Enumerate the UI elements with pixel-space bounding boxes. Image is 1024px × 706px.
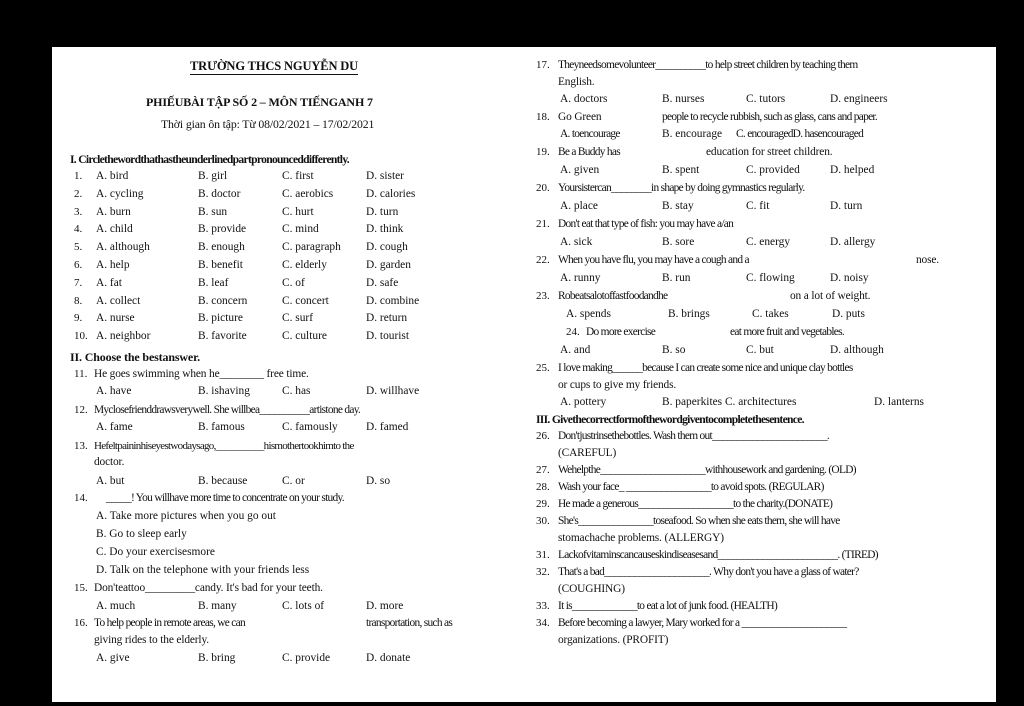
q17-option-a[interactable]: A. doctors (560, 93, 608, 105)
q12-option-c[interactable]: C. famously (282, 421, 338, 433)
q15-number: 15. (74, 582, 88, 594)
q4-option-a[interactable]: A. child (96, 223, 133, 236)
q17-text: Theyneedsomevolunteer__________to help street children by teaching them (558, 59, 858, 71)
q5-option-b[interactable]: B. enough (198, 241, 245, 254)
section3-title: III. Givethecorrectformofthewordgiventocompletethesentence. (536, 413, 804, 426)
q22-option-c[interactable]: C. flowing (746, 272, 795, 284)
q7-option-b[interactable]: B. leaf (198, 276, 229, 289)
q3-option-d[interactable]: D. turn (366, 205, 399, 218)
q7-option-c[interactable]: C. of (282, 276, 305, 289)
q4-option-c[interactable]: C. mind (282, 223, 319, 236)
q18-option-a[interactable]: A. toencourage (560, 128, 620, 140)
q4-option-d[interactable]: D. think (366, 223, 404, 236)
q11-option-a[interactable]: A. have (96, 385, 132, 397)
q27-text[interactable]: Wehelpthe_____________________withhousework and gardening. (OLD) (558, 464, 856, 476)
q19-option-b[interactable]: B. spent (662, 164, 700, 176)
q21-option-a[interactable]: A. sick (560, 236, 593, 248)
q15-option-a[interactable]: A. much (96, 600, 136, 612)
q22-text-end: nose. (916, 254, 939, 266)
q24-text: Do more exercise (586, 326, 656, 338)
q23-option-c[interactable]: C. takes (752, 308, 789, 320)
q5-option-d[interactable]: D. cough (366, 241, 408, 254)
q31-number: 31. (536, 549, 550, 561)
q16-text: To help people in remote areas, we can (94, 617, 245, 629)
q20-option-c[interactable]: C. fit (746, 200, 770, 212)
q2-option-c[interactable]: C. aerobics (282, 187, 334, 200)
q28-number: 28. (536, 481, 550, 493)
q11-option-b[interactable]: B. ishaving (198, 385, 250, 397)
q32-text-line2: (COUGHING) (558, 583, 625, 595)
q8-option-d[interactable]: D. combine (366, 294, 420, 307)
q14-option-b[interactable]: B. Go to sleep early (96, 528, 187, 540)
worksheet-title: PHIẾUBÀI TẬP SỐ 2 – MÔN TIẾNGANH 7 (146, 95, 373, 109)
q3-option-b[interactable]: B. sun (198, 205, 228, 218)
q34-text-line2: organizations. (PROFIT) (558, 634, 669, 646)
school-name: TRƯỜNG THCS NGUYỄN DU (190, 59, 359, 73)
q21-option-b[interactable]: B. sore (662, 236, 695, 248)
q22-option-d[interactable]: D. noisy (830, 272, 869, 284)
review-period: Thời gian ôn tập: Từ 08/02/2021 – 17/02/2021 (161, 117, 375, 131)
worksheet-page (52, 47, 996, 702)
q23-text-end: on a lot of weight. (790, 290, 871, 302)
q13-number: 13. (74, 440, 88, 452)
q6-option-c[interactable]: C. elderly (282, 259, 327, 271)
q23-number: 23. (536, 290, 550, 302)
q5-option-a[interactable]: A. although (96, 241, 150, 254)
q32-number: 32. (536, 566, 550, 578)
q13-option-c[interactable]: C. or (282, 475, 305, 487)
q11-option-c[interactable]: C. has (282, 385, 311, 397)
q34-number: 34. (536, 617, 550, 629)
q15-option-d[interactable]: D. more (366, 600, 404, 612)
q10-option-d[interactable]: D. tourist (366, 330, 410, 343)
q15-option-b[interactable]: B. many (198, 600, 237, 612)
q16-option-c[interactable]: C. provide (282, 652, 331, 664)
q22-text: When you have flu, you may have a cough and a (558, 254, 749, 266)
q30-text[interactable]: She's_______________toseafood. So when she eats them, she will have (558, 515, 840, 527)
q23-option-a[interactable]: A. spends (566, 308, 611, 320)
q22-number: 22. (536, 254, 550, 266)
q24-option-c[interactable]: C. but (746, 344, 774, 356)
q20-number: 20. (536, 182, 550, 194)
q17-option-d[interactable]: D. engineers (830, 93, 888, 105)
q12-option-a[interactable]: A. fame (96, 421, 133, 433)
q9-number: 9. (74, 312, 83, 325)
q25-option-a[interactable]: A. pottery (560, 396, 607, 408)
q9-option-c[interactable]: C. surf (282, 312, 314, 325)
q19-option-c[interactable]: C. provided (746, 164, 800, 176)
section2-title: II. Choose the bestanswer. (70, 350, 200, 364)
q19-option-d[interactable]: D. helped (830, 164, 875, 176)
q3-option-c[interactable]: C. hurt (282, 205, 314, 218)
q21-option-d[interactable]: D. allergy (830, 236, 876, 248)
q22-option-a[interactable]: A. runny (560, 272, 601, 284)
q7-option-a[interactable]: A. fat (96, 276, 122, 289)
q29-number: 29. (536, 498, 550, 510)
q16-number: 16. (74, 617, 88, 629)
q13-text-line2: doctor. (94, 456, 125, 468)
q2-option-d[interactable]: D. calories (366, 187, 416, 200)
q8-option-c[interactable]: C. concert (282, 294, 329, 307)
q16-option-a[interactable]: A. give (96, 652, 130, 664)
q8-option-a[interactable]: A. collect (96, 294, 141, 307)
q25-text: I love making______because I can create some nice and unique clay bottles (558, 362, 853, 374)
q26-text-line2: (CAREFUL) (558, 447, 617, 459)
q17-option-b[interactable]: B. nurses (662, 93, 705, 105)
q8-option-b[interactable]: B. concern (198, 294, 248, 307)
q10-number: 10. (74, 330, 88, 343)
q15-option-c[interactable]: C. lots of (282, 600, 325, 612)
q3-option-a[interactable]: A. burn (96, 205, 131, 218)
q13-option-d[interactable]: D. so (366, 475, 391, 487)
q18-number: 18. (536, 111, 550, 123)
q14-number: 14. (74, 492, 88, 504)
q20-option-b[interactable]: B. stay (662, 200, 694, 212)
q31-text[interactable]: Lackofvitaminscancauseskindiseasesand________________________. (TIRED) (558, 549, 878, 561)
q1-option-b[interactable]: B. girl (198, 170, 228, 182)
q10-option-a[interactable]: A. neighbor (96, 330, 151, 343)
q21-number: 21. (536, 218, 550, 230)
q25-option-d[interactable]: D. lanterns (874, 396, 924, 408)
q17-text-line2: English. (558, 76, 595, 88)
q28-text[interactable]: Wash your face_ _________________to avoid spots. (REGULAR) (558, 481, 824, 493)
q14-option-c[interactable]: C. Do your exercisesmore (96, 546, 215, 558)
q20-option-a[interactable]: A. place (560, 200, 598, 212)
q5-option-c[interactable]: C. paragraph (282, 241, 341, 254)
q13-text: Hefeltpaininhiseyestwodaysago,__________hismothertookhimto the (94, 440, 354, 452)
q7-option-d[interactable]: D. safe (366, 276, 399, 289)
q19-option-a[interactable]: A. given (560, 164, 600, 176)
q5-number: 5. (74, 241, 83, 254)
q1-option-a[interactable]: A. bird (96, 170, 129, 182)
q16-option-d[interactable]: D. donate (366, 652, 411, 664)
q12-option-d[interactable]: D. famed (366, 421, 409, 433)
q13-option-a[interactable]: A. but (96, 475, 125, 487)
q33-text[interactable]: It is_____________to eat a lot of junk food. (HEALTH) (558, 600, 778, 612)
q9-option-a[interactable]: A. nurse (96, 312, 135, 325)
q13-option-b[interactable]: B. because (198, 475, 248, 487)
q6-number: 6. (74, 259, 83, 271)
q18-text-end: people to recycle rubbish, such as glass, cans and paper. (662, 111, 878, 123)
q2-number: 2. (74, 187, 83, 200)
q2-option-a[interactable]: A. cycling (96, 187, 144, 200)
q27-number: 27. (536, 464, 550, 476)
q14-option-a[interactable]: A. Take more pictures when you go out (96, 510, 276, 522)
q21-option-c[interactable]: C. energy (746, 236, 791, 248)
q18-text: Go Green (558, 111, 602, 123)
q25-text-line2: or cups to give my friends. (558, 379, 677, 391)
q30-number: 30. (536, 515, 550, 527)
q6-option-d[interactable]: D. garden (366, 259, 411, 271)
q17-number: 17. (536, 59, 550, 71)
q22-option-b[interactable]: B. run (662, 272, 691, 284)
q9-option-b[interactable]: B. picture (198, 312, 243, 325)
q8-number: 8. (74, 294, 83, 307)
q4-option-b[interactable]: B. provide (198, 223, 247, 236)
q15-text: Don'teattoo_________candy. It's bad for your teeth. (94, 582, 323, 594)
q12-text: Myclosefrienddrawsverywell. She willbea__________artistone day. (94, 404, 361, 416)
q18-option-c[interactable]: C. encouragedD. hasencouraged (736, 128, 864, 140)
section1-title: I. Circlethewordthathastheunderlinedpartpronounceddifferently. (70, 153, 349, 166)
q16-option-b[interactable]: B. bring (198, 652, 236, 664)
q12-number: 12. (74, 404, 88, 416)
q20-option-d[interactable]: D. turn (830, 200, 863, 212)
q20-text: Yoursistercan________in shape by doing gymnastics regularly. (558, 182, 805, 194)
q25-number: 25. (536, 362, 550, 374)
q14-text: _____! You willhave more time to concentrate on your study. (106, 492, 344, 504)
q16-text-line2: giving rides to the elderly. (94, 634, 209, 646)
q23-option-d[interactable]: D. puts (832, 308, 865, 320)
q33-number: 33. (536, 600, 550, 612)
q11-option-d[interactable]: D. willhave (366, 385, 420, 397)
q34-text[interactable]: Before becoming a lawyer, Mary worked for a _____________________ (558, 617, 847, 629)
q24-option-a[interactable]: A. and (560, 344, 591, 356)
q32-text[interactable]: That's a bad_____________________. Why don't you have a glass of water? (558, 566, 859, 578)
q23-text: Robeatsalotoffastfoodandhe (558, 290, 668, 302)
q6-option-b[interactable]: B. benefit (198, 259, 243, 271)
q6-option-a[interactable]: A. help (96, 259, 130, 271)
q2-option-b[interactable]: B. doctor (198, 187, 241, 200)
q9-option-d[interactable]: D. return (366, 312, 408, 325)
q19-number: 19. (536, 146, 550, 158)
q11-text: He goes swimming when he________ free time. (94, 368, 309, 380)
q24-option-b[interactable]: B. so (662, 344, 686, 356)
q14-option-d[interactable]: D. Talk on the telephone with your friends less (96, 564, 310, 576)
q23-option-b[interactable]: B. brings (668, 308, 710, 320)
q24-number: 24. (566, 326, 580, 338)
q30-text-line2: stomachache problems. (ALLERGY) (558, 532, 724, 544)
q7-number: 7. (74, 276, 83, 289)
q19-text: Be a Buddy has (558, 146, 621, 158)
q3-number: 3. (74, 205, 83, 218)
q19-text-end: education for street children. (706, 146, 833, 158)
q4-number: 4. (74, 223, 83, 236)
q18-option-b[interactable]: B. encourage (662, 128, 723, 140)
q29-text[interactable]: He made a generous___________________to the charity.(DONATE) (558, 498, 833, 510)
q1-option-d[interactable]: D. sister (366, 170, 404, 182)
q11-number: 11. (74, 368, 88, 380)
q24-text-end: eat more fruit and vegetables. (730, 326, 845, 338)
q26-number: 26. (536, 430, 550, 442)
q10-option-c[interactable]: C. culture (282, 330, 327, 343)
q16-text-end: transportation, such as (366, 617, 453, 629)
q21-text: Don't eat that type of fish: you may have a/an (558, 218, 734, 230)
q1-number: 1. (74, 170, 83, 182)
q24-option-d[interactable]: D. although (830, 344, 884, 356)
q12-option-b[interactable]: B. famous (198, 421, 245, 433)
q10-option-b[interactable]: B. favorite (198, 330, 247, 343)
q25-option-b[interactable]: B. paperkites C. architectures (662, 396, 797, 408)
q17-option-c[interactable]: C. tutors (746, 93, 786, 105)
q26-text[interactable]: Don'tjustrinsethebottles. Wash them out_______________________. (558, 430, 829, 442)
q1-option-c[interactable]: C. first (282, 170, 314, 182)
